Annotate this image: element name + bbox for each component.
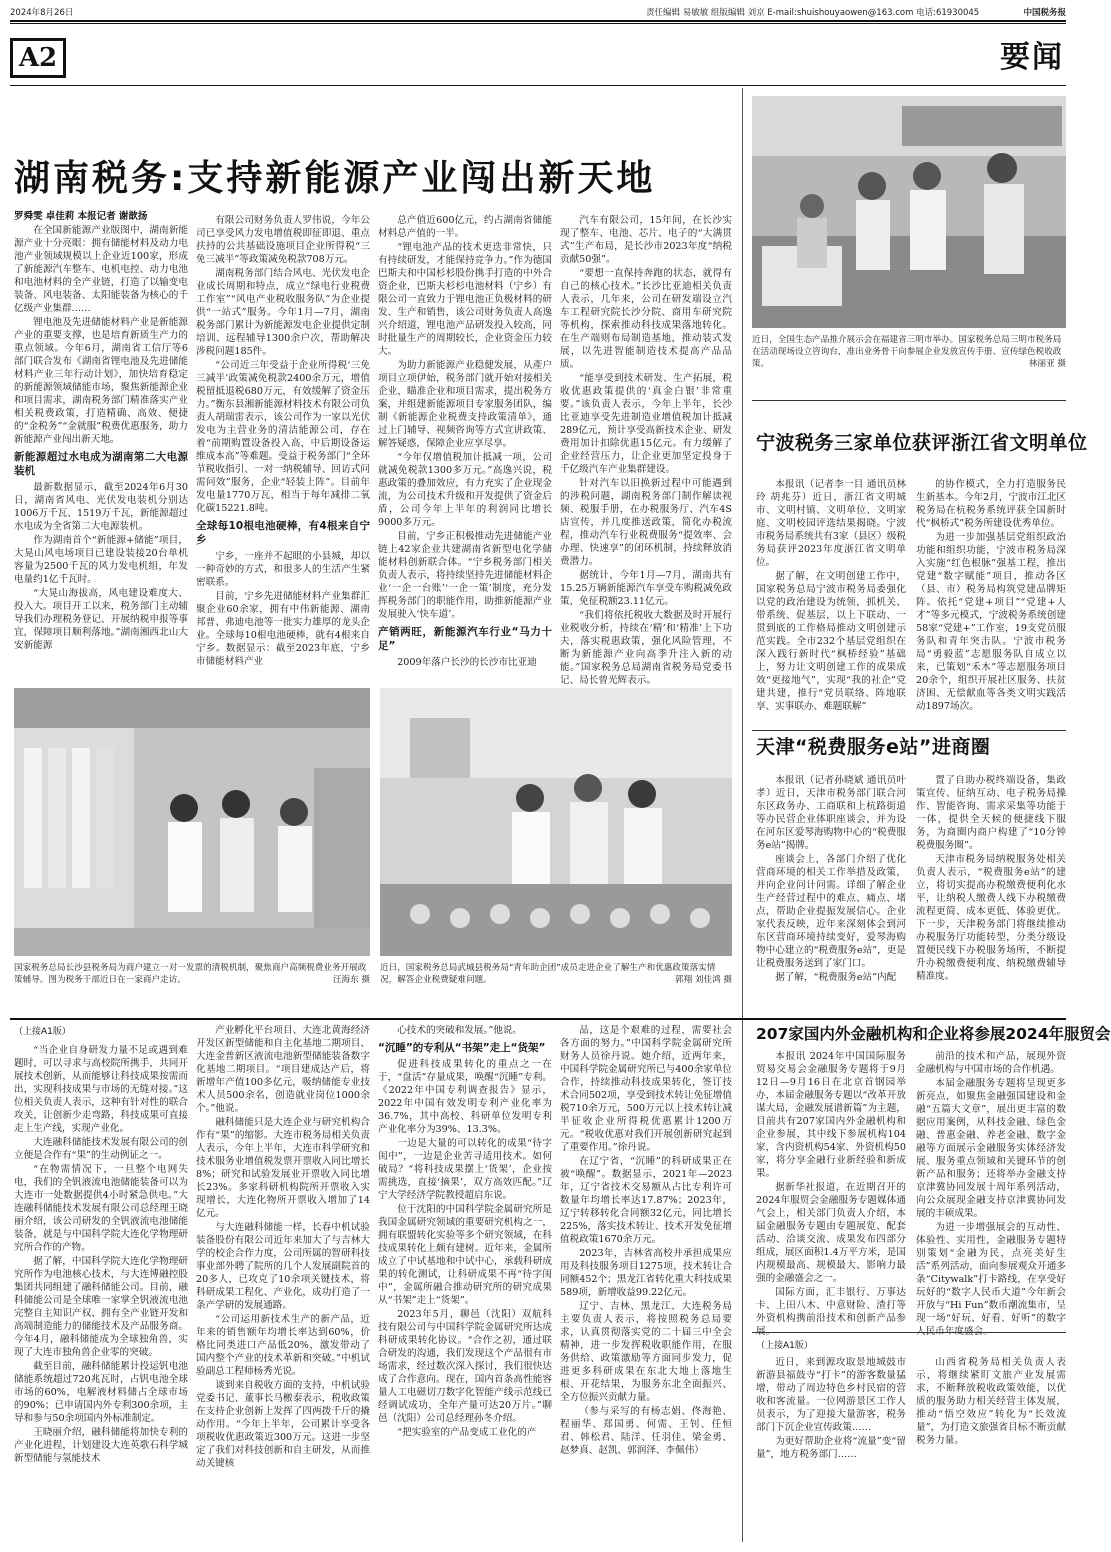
continued-label: （上接A1版） bbox=[14, 1027, 71, 1037]
subheading: 新能源超过水电成为湖南第二大电源装机 bbox=[14, 451, 188, 477]
factory-visit-caption bbox=[380, 962, 732, 1000]
paragraph: 有限公司财务负责人罗伟说，今年公司已享受风力发电增值税即征即退、重点扶持的公共基础设施项目企业所得税“三免三减半”等政策减免税款708万元。 bbox=[196, 215, 370, 265]
subheading: 全球每10根电池硬棒，有4根来自宁乡 bbox=[196, 520, 370, 546]
paragraph: 2023年，吉林省高校并承担成果应用及科技服务项目1275项，技术转让合同额452个；黑龙江省转化重大科技成果589项，新增收益99.22亿元。 bbox=[560, 1248, 732, 1298]
running-header bbox=[10, 4, 1066, 18]
paragraph: 为进一步加强基层党组织政治功能和组织功能，宁波市税务局深入实施“红色根脉”强基工程，推出党建“数字赋能”项目，推动各区（县、市）税务局构筑党建品牌矩阵。依托“党建+项目”“党建+人才”等多元模式，宁波税务系统创建58家“党建+”工作室，19支党员服务队和青年突击队。宁波市税务局“勇毅蓝”志愿服务队自成立以来，已策划“禾木”等志愿服务项目20余个，组织开展社区服务、扶贫济困、无偿献血等各类文明实践活动1897场次。 bbox=[916, 532, 1066, 712]
paragraph: 本届金融服务专题将呈现更多新亮点，如聚焦金融强国建设和金融“五篇大文章”，展出更丰富的数据应用案例，从科技金融、绿色金融、普惠金融、养老金融、数字金融等方面展示金融服务实体经济发展、服务重点领域和关键环节的创新产品和服务；还将举办金融支持京津冀协同发展十周年系列活动，向公众展现金融支持京津冀协同发展的丰硕成果。 bbox=[916, 1078, 1066, 1219]
shop-visit-photo bbox=[14, 688, 370, 956]
paragraph: 湖南税务部门结合风电、光伏发电企业成长周期和特点，成立“绿电行业税费工作室”“风电产业税收服务队”为企业提供“一站式”服务。今年1月—7月，湖南税务部门累计为新能源发电企业提供定制培训、远程辅导1300余户次，帮助解决涉税问题185件。 bbox=[196, 268, 370, 357]
paragraph: 本报讯 2024年中国国际服务贸易交易会金融服务专题将于9月12日—9月16日在北京首钢园举办，本届金融服务专题以“改革开放谋大局，金融发展谱新篇”为主题，目前共有207家国内外金融机构和企业参展，其中线下参展机构104家，含内资机构54家、外资机构50家，将分享金融行业新经验和新成果。 bbox=[756, 1051, 906, 1179]
paragraph: 辽宁、吉林、黑龙江、大连税务局主要负责人表示，将按照税务总局要求，认真贯彻落实党的二十届三中全会精神，进一步发挥税收职能作用，在服务供给、政策激励等方面同步发力，促进更多科研成果在东北大地上落地生根、开花结果，为服务东北全面振兴、全方位振兴贡献力量。 bbox=[560, 1301, 732, 1403]
paragraph: 总产值近600亿元，约占湖南省储能材料总产值的一半。 bbox=[378, 215, 552, 239]
paragraph: 与大连融科储能一样，长春中机试验装备股份有限公司近年来加大了与吉林大学的校企合作力度，公司所属的智研科技事业部外聘了院所的几个人发展副院首的20多人，已攻克了10余项关键技术，将科研成果工程化、产业化，成功打造了一条产学研的发展通路。 bbox=[196, 1222, 370, 1311]
paragraph: 山西省税务局相关负责人表示，将继续紧盯文旅产业发展需求，不断释放税收政策效能，以优质的服务助力相关经营主体发展，推动“悟空效应”转化为“长效流量”，为打造文旅强省目标不断贡献税务力量。 bbox=[916, 1357, 1066, 1446]
editor-info: 责任编辑 易敏敏 组版编辑 刘京 E-mail:shuishouyaowen@163.com 电话:61930045 bbox=[646, 8, 980, 18]
section-rule bbox=[10, 85, 1066, 86]
expo-photo bbox=[752, 96, 1066, 328]
paragraph: 据了解，在文明创建工作中，国家税务总局宁波市税务局委强化以党的政治建设为统领，抓机关、带系统、促基层，以上下联动、一贯到底的工作格局推动文明创建示范实践。全市232个基层党组织在深入践行新时代“枫桥经验”基础上，努力让文明创建工作的成果成效“更接地气”，实现“我的社企”党建共建，推行“党员联络、阵地联享、实事联办、难题联解” bbox=[756, 571, 906, 712]
paragraph: “公司运用新技术生产的新产品，近年来的销售额年均增长率达到60%，价格比同类进口产品低20%，激发带动了国内整个产业的技术革新和突破。”中机试验副总工程师杨秀光说。 bbox=[196, 1314, 370, 1377]
paragraph: 大连融科储能技术发展有限公司的创立便是合作有“果”的生动例证之一。 bbox=[14, 1137, 188, 1161]
paragraph: 作为湖南首个“新能源+储能”项目，大晃山风电场项目已建设装接20台单机容量为2500千瓦的风力发电机组，年发电量约1亿千瓦时。 bbox=[14, 535, 188, 585]
paragraph: 在辽宁省，“沉睡”的科研成果正在被“唤醒”。数据显示，2021年—2023年，辽宁省技术交易额从占比专利许可数量年均增长率达17.87%；2023年，辽宁转移转化合同额32亿元，同比增长225%，落实技术转让、技术开发免征增值税政策1670余万元。 bbox=[560, 1156, 732, 1245]
paragraph: “大晃山海拔高，风电建设难度大、投入大。项目开工以来，税务部门主动辅导我们办理税务登记、开展纳税申报等事宜，保障项目顺利落地。”湖南湘西北山大安新能源 bbox=[14, 588, 188, 651]
paragraph: 2009年落户长沙的长沙市比亚迪 bbox=[397, 657, 537, 668]
factory-visit-photo bbox=[380, 688, 732, 956]
continued-col-3 bbox=[378, 1024, 552, 1538]
main-headline: 湖南税务:支持新能源产业闯出新天地 bbox=[14, 158, 656, 199]
ningbo-col-2 bbox=[916, 478, 1066, 722]
section-divider bbox=[10, 1018, 1066, 1020]
main-article-col-4 bbox=[560, 214, 732, 686]
paragraph: 谈到来自税收方面的支持，中机试验党委书记、董事长马檄泰表示，税收政策在支持企业创新上发挥了四两拨千斤的撬动作用。“今年上半年，公司累计享受各项税收优惠政策近300万元。这进一步坚定了我们对科技创新和自主研发，从而推动关键核 bbox=[196, 1380, 370, 1469]
main-article-col-1 bbox=[14, 224, 188, 666]
paragraph: 最新数据显示，截至2024年6月30日，湖南省风电、光伏发电装机分别达1006万千瓦、1519万千瓦，新能源超过水电成为全省第二大电源装机。 bbox=[14, 482, 188, 532]
photo-credit: 汪海东 摄 bbox=[332, 975, 370, 985]
paragraph: 在全国新能源产业版图中，湖南新能源产业十分亮眼：拥有储能材料及动力电池产业领域规模以上企业近100家，形成了新能源汽车整车、电机电控、动力电池和电池材料的全产业链，打造了以输变电装备、风电装备、太阳能装备为核心的千亿级产业集群…… bbox=[14, 225, 188, 314]
paragraph: “把实验室的产品变成工业化的产 bbox=[397, 1427, 537, 1438]
paragraph: 本报讯（记者李一目 通讯员林玲 胡兆芬）近日，浙江省文明城市、文明村镇、文明单位、文明家庭、文明校园评选结果揭晓。宁波市税务局系统共有3家（县区）级税务局获评2023年度浙江省文明单位。 bbox=[756, 479, 907, 568]
tourism-col-2 bbox=[916, 1356, 1066, 1538]
continued-label: （上接A1版） bbox=[756, 1341, 813, 1351]
caption-text: 国家税务总局长沙县税务局为商户建立一对一发票的清税机制，聚焦商户高频税费业务开展政策辅导。图为税务干部近日在一家商户走访。 bbox=[14, 963, 367, 985]
paragraph: 天津市税务局纳税服务处相关负责人表示，“税费服务e站”的建立，将切实提高办税缴费便利化水平，让纳税人缴费人线下办税缴费流程更简、成本更低、体验更优。下一步，天津税务部门将继续推动办税服务厅功能转型，分类分级设置便民线下办税服务场所，不断提升办税缴费便利度、纳税缴费辅导精准度。 bbox=[916, 854, 1066, 982]
paragraph: “当企业自身研发力量不足或遇到难题时，可以寻求与高校院所携手，共同开展技术创新，从而能够让科技成果按需而出，实现科技成果与市场的无缝对接。”这位相关负责人表示，这种有针对性的联合攻关，让创新少走弯路，科技成果可直接走上生产线，实现产业化。 bbox=[14, 1045, 188, 1134]
paragraph: 国际方面，汇丰银行、万事达卡、上田八木、中意财险、渣打等外资机构携前沿技术和创新产品参 bbox=[756, 1287, 906, 1324]
paragraph: 截至目前，融科储能累计投运钒电池储能系统超过720兆瓦时，占钒电池全球市场的60%，电解液材料储占全球市场的90%；已申请国内外专利300余项，主导和参与50余项国内外标准制定。 bbox=[14, 1361, 188, 1424]
continued-col-2 bbox=[196, 1024, 370, 1538]
divider bbox=[752, 400, 1066, 401]
paragraph: 宁乡，一座并不起眼的小县城，却以一种奇妙的方式，和很多人的生活产生紧密联系。 bbox=[196, 551, 370, 588]
paragraph: 位于沈阳的中国科学院金属研究所是我国金属研究领域的重要研究机构之一，拥有联盟转化实验等多个研究领域，在科技成果转化上颇有建树。近年来，金属所成立了中试基地和中试中心，承载科研成果的转化测试，让科研成果不再“待字闺中”，金属所融合推动研究所的研究成果从“书架”走上“货架”。 bbox=[378, 1204, 552, 1306]
paragraph: 置了自助办税终端设备，集政策宣传、征纳互动、电子税务局操作、智能咨询、需求采集等功能于一体，提供全天候的便捷线下服务，为商圈内商户构建了“10分钟税费服务圈”。 bbox=[916, 775, 1066, 851]
paragraph: （参与采写的有杨志娟、佟海艳、程丽华、郑国勇、何需、王钊、任恒君、韩松君、陆洋、任羽佳、梁金勇、赵梦真、赵凯、郭润泽、李佩伟） bbox=[560, 1406, 732, 1456]
finance-headline: 207家国内外金融机构和企业将参展2024年服贸会 bbox=[756, 1025, 1111, 1043]
photo-credit: 林丽亚 摄 bbox=[1028, 359, 1066, 369]
paragraph: 本报讯（记者孙晓斌 通讯员叶孝）近日，天津市税务部门联合河东区政务办、工商联和上杭路街道等办民营企业体职座谈会，并为设在河东区爱琴海购物中心的“税费服务e站”揭牌。 bbox=[756, 775, 906, 851]
paragraph: 目前，宁乡先进储能材料产业集群汇聚企业60余家，拥有中伟新能源、湖南邦普、弗迪电池等一批实力雄厚的龙头企业。全球每10根电池硬棒，就有4根来自宁乡。数据显示：截至2023年底，宁乡市储能材料产业 bbox=[196, 591, 370, 667]
paragraph: “锂电池产品的技术更迭非常快，只有持续研发，才能保持竞争力。”作为德国巴斯夫和中国杉杉股份携手打造的中外合资企业，巴斯夫杉杉电池材料（宁乡）有限公司一直致力于锂电池正负极材料的研发、生产和销售，该公司财务负责人高逸兴介绍道，锂电池产品研发投入较高，同时批量生产的周期较长，企业资金压力较大。 bbox=[378, 242, 552, 357]
paper-name: 中国税务报 bbox=[1023, 8, 1066, 18]
paragraph: 王晓丽介绍，融科储能将加快专利的产业化进程，计划建设大连英歌石科学城新型储能与氢能技术 bbox=[14, 1427, 188, 1464]
paragraph: 目前，宁乡正积极推动先进储能产业链上42家企业共建湖南省新型电化学储能材料创新联合体。“宁乡税务部门相关负责人表示，将持续坚持先进储能材料企业‘一企一台账’‘一企一策’制度，充分发挥税务部门的职能作用，助推新能源产业发展驶入‘快车道’。 bbox=[378, 531, 552, 620]
paragraph: 心技术的突破和发展。”他说。 bbox=[397, 1025, 523, 1036]
paragraph: 的协作模式，全力打造服务民生新基本。今年2月，宁波市江北区税务局在杭税务系统评获全国新时代“枫桥式”税务所建设优秀单位。 bbox=[916, 479, 1067, 529]
paragraph: 据统计，今年1月—7月，湖南共有15.25万辆新能源汽车享受车购税减免政策，免征税额23.11亿元。 bbox=[560, 570, 732, 607]
paragraph: 为进一步增强展会的互动性、体验性、实用性，金融服务专题特别策划“金融为民，点亮美好生活”系列活动，面向参展观众开通多条“Citywalk”打卡路线，在享受好玩好的“数字人民币大道”今年新会开放与“Hi Fun”数币潮流集市，呈现一场“好玩、好看、好听”的数字 bbox=[916, 1222, 1066, 1324]
tianjin-col-1 bbox=[756, 774, 906, 984]
paragraph: 近日，来到源攻取景地城鼓市新游县福鼓寺“打卡”的游客数量猛增，带动了周边特色乡村民宿的营收和客流量。一位网游景区工作人员表示，为了迎接大量游客，税务部门下沉企业宣传政策…… bbox=[756, 1357, 906, 1433]
subheading: 产销两旺，新能源汽车行业“马力十足” bbox=[378, 626, 552, 652]
paragraph: “要想一直保持奔跑的状态，就得有自己的核心技术。”长沙比亚迪相关负责人表示，几年来，公司在研发端设立汽车工程研究院长沙分院、商用车研究院等机构，探索推动科技成果落地转化。在生产端则布局制造基地，推动装式发展，以先进智能制造技术提高产品品质。 bbox=[560, 268, 732, 370]
paragraph: 据了解，“税费服务e站”内配 bbox=[775, 972, 897, 983]
paragraph: 2023年5月，聊邑（沈阳）双航科技有限公司与中国科学院金属研究所达成科研成果转化协议。“合作之初，通过联合研发的沟通，我们发现这个产品很有市场需求，经过数次深入探讨，我们很快达成了合作意向。现在，国内首条高性能容量人工电磁切刀数字化智能产线示范线已经调试成功，全年产量可达20万片。”聊邑（沈阳）公司总经理孙冬介绍。 bbox=[378, 1309, 552, 1424]
paragraph: 产业孵化平台项目、大连北黄海经济开发区新型储能和自主化基地二期项目、大连金普新区液流电池新型储能装备数字化基地二期项目。“项目建成达产后，将新增年产值100多亿元，吸纳储能专业技术人员500余名，创造就业岗位1000余个。”他说。 bbox=[196, 1025, 370, 1114]
section-title: 要闻 bbox=[1000, 40, 1064, 75]
divider bbox=[752, 1332, 1066, 1333]
paragraph: 据了解，中国科学院大连化学物理研究所作为电池核心技术，与大连博融控股集团共同组建了融科储能公司。目前，融科储能公司是全球唯一家掌全钒液流电池完整自主知识产权、拥有全产业链开发和高端制造能力的储能技术及产品服务商。今年4月，融科储能成为全球独角兽，实现了大连市独角兽企业零的突破。 bbox=[14, 1256, 188, 1358]
continued-col-4 bbox=[560, 1024, 732, 1538]
paragraph: 融科储能只是大连企业与研究机构合作有“果”的缩影。大连市税务局相关负责人表示，今年上半年，大连市科学研究和技术服务业增值税发票开票收入同比增长8%；研究和试验发展业开票收入同比增长23%。多家科研机构院所开票收入实现增长，大连化物所开票收入增加了14亿元。 bbox=[196, 1117, 370, 1219]
expo-photo-caption bbox=[752, 334, 1066, 394]
ningbo-headline: 宁波税务三家单位获评浙江省文明单位 bbox=[756, 432, 1088, 454]
ningbo-col-1 bbox=[756, 478, 906, 722]
finance-col-1 bbox=[756, 1050, 906, 1324]
paragraph: “能享受到技术研发、生产拓展，税收优惠政策提供的‘真金白银’非常重要。”该负责人表示，今年上半年，长沙比亚迪享受先进制造业增值税加计抵减289亿元，预计享受高新技术企业、研发费用加计扣除优惠15亿元。有力缓解了企业经营压力，让企业更加坚定投身于千亿级汽车产业集群建设。 bbox=[560, 373, 732, 475]
header-rule bbox=[10, 20, 1066, 22]
main-article-col-2 bbox=[196, 214, 370, 666]
continued-col-1 bbox=[14, 1044, 188, 1538]
paragraph: 锂电池及先进储能材料产业是新能源产业的重要支撑，也是培育新质生产力的重点领域。今年6月，湖南省工信厅等6部门联合发布《湖南省锂电池及先进储能材料产业三年行动计划》，加快培育稳定的新能源领域储能市场，聚焦新能源企业和项目需求，湖南税务部门精准落实产业相关税费政策，打造精确、高效、便捷的“金税务”“金就服”税费优惠服务，助力新能源产业闯出新天地。 bbox=[14, 317, 188, 445]
column-divider bbox=[742, 1022, 743, 1542]
paragraph: 一边是大量的可以转化的成果“待字闺中”，一边是企业苦寻适用技术。如何破局？“将科技成果摆上‘货架’，企业按需挑选，直接‘摘果’，双方高效匹配。”辽宁大学经济学院教授超启东说。 bbox=[378, 1138, 552, 1201]
finance-col-2 bbox=[916, 1050, 1066, 1324]
paragraph: 汽车有限公司，15年间，在长沙实现了整车、电池、芯片、电子的“大满贯式”生产布局，是长沙市2023年度“纳税贡献50强”。 bbox=[560, 215, 732, 265]
paragraph: 前沿的技术和产品，展现外资金融机构与中国市场的合作机遇。 bbox=[916, 1051, 1066, 1075]
page-number: A2 bbox=[10, 38, 66, 78]
shop-visit-caption bbox=[14, 962, 370, 1000]
paragraph: 为更好帮助企业将“流量”变“留量”，地方税务部门…… bbox=[756, 1436, 906, 1460]
issue-date: 2024年8月26日 bbox=[10, 8, 74, 18]
byline: 罗舜雯 卓佳莉 本报记者 谢歆扬 bbox=[14, 211, 148, 222]
paragraph: 品，这是个艰难的过程，需要社会各方面的努力。”中国科学院金属研究所财务人员徐丹说。她介绍，近两年来，中国科学院金属研究所已与400余家单位合作，持续推动科技成果转化，签订技术合同502项，享受到技术转让免征增值税710余万元，500万元以上技术转让减半征收企业所得税优惠累计1200万元。“税收优惠对我们开展创新研究起到了重要作用。”徐丹说。 bbox=[560, 1025, 732, 1153]
paragraph: 座谈会上，各部门介绍了优化营商环境的相关工作举措及政策，并向企业问计问需。详细了解企业生产经营过程中的难点、痛点、堵点，帮助企业提振发展信心。企业家代表反映，近年来深刻体会到河东区营商环境持续变好，爱琴海购物中心建立的“税费服务e站”，更是让税费服务送到了家门口。 bbox=[756, 854, 906, 969]
paragraph: “在物需情况下，一旦整个电网失电，我们的全钒液流电池储能装备可以为大连市一处数据提供4小时紧急供电。”大连融科储能技术发展有限公司总经理王晓丽介绍，该公司研发的全钒液流电池储能装备，就是与中国科学院大连化学物理研究所合作的产物。 bbox=[14, 1164, 188, 1253]
tianjin-col-2 bbox=[916, 774, 1066, 984]
divider bbox=[752, 730, 1066, 731]
paragraph: “我们将依托税收大数据及时开展行业税收分析，持续在‘精’和‘精准’上下功夫，落实税惠政策，强化风险管理，不断为新能源产业向高季升注入新的动能。”国家税务总局湖南省税务局党委书记、局长曾光辉表示。 bbox=[560, 610, 732, 686]
subheading: “沉睡”的专利从“书架”走上“货架” bbox=[378, 1042, 546, 1054]
photo-credit: 郭翔 刘佳鸿 摄 bbox=[674, 975, 732, 985]
paragraph: “今年仅增值税加计抵减一项，公司就减免税款1300多万元。”高逸兴说，税惠政策的叠加效应，有力充实了企业现金流，为公司技术升级和开发提供了资金后盾，公司今年上半年的利润同比增长9000多万元。 bbox=[378, 452, 552, 528]
caption-text: 近日，全国生态产品推介展示会在福建省三明市举办。国家税务总局三明市税务局在活动现场设立咨询台，准出业务骨干向参展企业发放宣传手册、宣传绿色税收政策。 bbox=[752, 335, 1062, 369]
tianjin-headline: 天津“税费服务e站”进商圈 bbox=[756, 736, 991, 758]
main-article-col-3 bbox=[378, 214, 552, 666]
tourism-col-1 bbox=[756, 1356, 906, 1538]
paragraph: 促进科技成果转化的重点之一在于，“盘活”存量成果，唤醒“沉睡”专利。《2022年中国专利调查报告》显示，2022年中国有效发明专利产业化率为36.7%，其中高校、科研单位发明专利产业化率分为39%、13.3%。 bbox=[378, 1059, 552, 1135]
paragraph: 针对汽车以旧换新过程中可能遇到的涉税问题，湖南税务部门制作解读视频、税服手册，在办税服务厅、汽车4S店宣传，并几度推送政策，简化办税流程，推动汽车行业税费服务“提效率、会办理、快速享”的闭环机制，持续释放消费潜力。 bbox=[560, 478, 732, 567]
paragraph: “公司近三年受益于企业所得税‘三免三减半’政策减免税款2400余万元，增值税留抵退税680万元，有效缓解了资金压力。”衡东县湘新能源材料技术有限公司负责人胡瑞雷表示，该公司作为一家以光伏发电为主营业务的清洁能源公司，存在着“前期购置设备投入高，中后期设备运维成本高”等难题。受益于税务部门“全环节税收指引、一对一纳税辅导、回访式问需问效”服务，企业“轻装上阵”。目前年发电量1770万瓦，相当于每年减排二氧化碳15221.8吨。 bbox=[196, 360, 370, 514]
paragraph: 据新华社报道，在近期召开的2024年服贸会金融服务专题媒体通气会上，相关部门负责人介绍，本届金融服务专题由专题展览、配套活动、洽谈交流、成果发布四部分组成，展区面积1.4万平方米，是国内规模最高、规模最大、影响力最强的金融盛会之一。 bbox=[756, 1182, 906, 1284]
header-rule-thin bbox=[10, 23, 1066, 24]
caption-text: 近日，国家税务总局武城县税务局“青年助企团”成员走进企业了解生产和优惠政策落实情况，解答企业税费疑难问题。 bbox=[380, 963, 716, 985]
column-divider bbox=[742, 88, 743, 1028]
paragraph: 为助力新能源产业稳健发展，从產户项目立项伊始，税务部门就开始对接相关企业，瞄准企业和项目需求，提出税务方案，并组建新能源项目专家服务团队，编制《新能源企业税费支持政策清单》，通过上门辅导、视频咨询等方式宣讲政策、解答疑惑，保障企业应享尽享。 bbox=[378, 360, 552, 449]
